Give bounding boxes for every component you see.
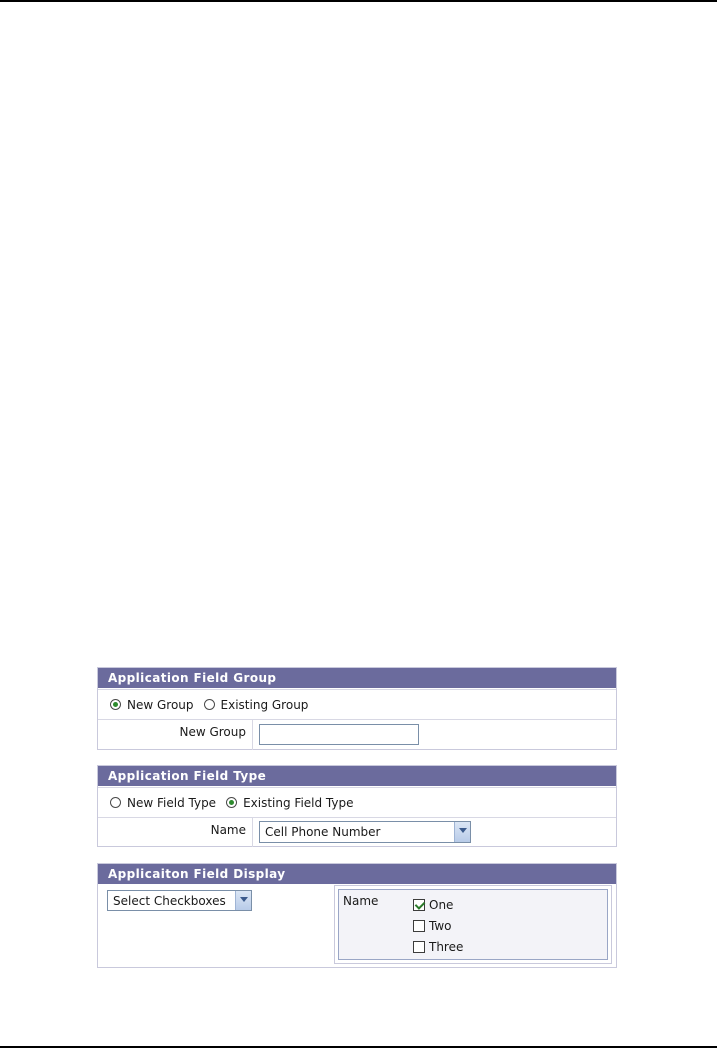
checkbox-label: One <box>429 897 454 912</box>
existing-field-type-radio[interactable] <box>226 797 237 808</box>
checkbox-list <box>413 894 463 957</box>
field-type-name-selected: Cell Phone Number <box>265 825 381 839</box>
name-label: Name <box>98 818 253 847</box>
checkbox-label: Three <box>429 939 464 954</box>
page-top-rule <box>0 0 717 2</box>
application-field-group-section <box>97 667 617 750</box>
new-group-row <box>98 719 616 750</box>
new-group-radio-label: New Group <box>127 697 194 712</box>
field-type-choice-row <box>98 787 616 817</box>
checkbox-option-two <box>413 915 463 936</box>
checkbox-label: Two <box>429 918 452 933</box>
display-type-selected: Select Checkboxes <box>113 893 226 908</box>
new-field-type-radio[interactable] <box>110 797 121 808</box>
section-header: Application Field Group <box>98 668 616 689</box>
new-group-input[interactable] <box>259 724 419 745</box>
display-preview-panel <box>338 889 608 960</box>
group-choice-row <box>98 689 616 719</box>
application-field-type-section <box>97 765 617 847</box>
checkbox-two[interactable] <box>413 920 425 932</box>
new-field-type-radio-label: New Field Type <box>127 795 217 810</box>
section-header: Applicaiton Field Display <box>98 864 616 885</box>
checkbox-one[interactable] <box>413 899 425 911</box>
field-type-name-row <box>98 817 616 847</box>
existing-group-radio[interactable] <box>204 699 215 710</box>
checkbox-option-three <box>413 936 463 957</box>
page-bottom-rule <box>0 1046 717 1048</box>
chevron-down-icon[interactable] <box>454 822 470 842</box>
checkbox-three[interactable] <box>413 941 425 953</box>
section-header: Application Field Type <box>98 766 616 787</box>
checkbox-option-one <box>413 894 463 915</box>
display-preview-outer <box>334 885 612 964</box>
new-group-radio[interactable] <box>110 699 121 710</box>
application-field-display-section <box>97 863 617 968</box>
display-type-select[interactable] <box>107 890 252 911</box>
field-type-name-select[interactable] <box>259 821 471 843</box>
preview-name-label: Name <box>343 894 379 908</box>
existing-group-radio-label: Existing Group <box>220 697 309 712</box>
chevron-down-icon[interactable] <box>235 891 251 910</box>
existing-field-type-radio-label: Existing Field Type <box>243 795 354 810</box>
new-group-label: New Group <box>98 720 253 750</box>
